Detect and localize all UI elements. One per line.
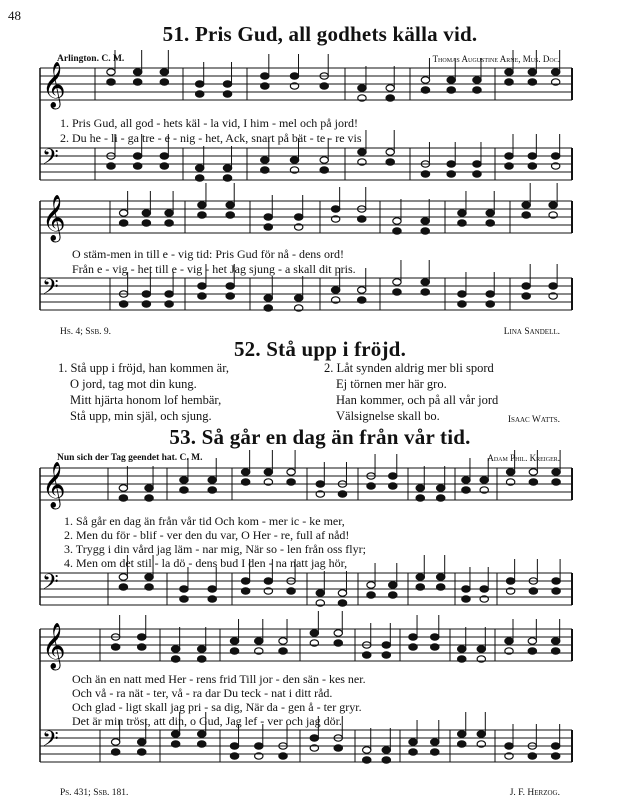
note-head xyxy=(431,644,439,650)
note-head xyxy=(160,153,168,159)
note-head xyxy=(436,584,444,590)
note-head xyxy=(145,574,153,580)
note-head xyxy=(165,291,173,297)
note-head xyxy=(382,757,390,763)
note-head xyxy=(119,495,127,501)
note-head xyxy=(367,592,375,598)
note-head xyxy=(447,77,455,83)
note-head xyxy=(142,220,150,226)
note-head xyxy=(393,228,401,234)
note-head xyxy=(462,477,470,483)
note-head xyxy=(142,210,150,216)
treble-clef-icon: 𝄞 xyxy=(42,623,66,669)
note-head xyxy=(505,163,513,169)
note-head xyxy=(431,749,439,755)
note-head xyxy=(480,586,488,592)
note-head xyxy=(226,283,234,289)
note-head xyxy=(230,743,238,749)
verse-line: Mitt hjärta honom lof hembär, xyxy=(70,393,222,407)
note-head xyxy=(264,214,272,220)
note-head xyxy=(226,212,234,218)
note-head xyxy=(230,753,238,759)
note-head xyxy=(363,747,371,753)
note-head xyxy=(111,644,119,650)
hymn-53-author: J. F. Herzog. xyxy=(509,788,560,798)
hymn-53-tune: Nun sich der Tag geendet hat. C. M. xyxy=(57,453,203,463)
note-head xyxy=(264,578,272,584)
treble-clef-icon: 𝄞 xyxy=(42,62,66,108)
note-head xyxy=(447,171,455,177)
note-head xyxy=(195,81,203,87)
note-head xyxy=(473,77,481,83)
note-head xyxy=(551,743,559,749)
note-head xyxy=(208,596,216,602)
hymn-52-author: Isaac Watts. xyxy=(507,415,560,425)
note-head xyxy=(180,596,188,602)
note-head xyxy=(145,485,153,491)
note-head xyxy=(367,483,375,489)
note-head xyxy=(409,644,417,650)
note-head xyxy=(310,630,318,636)
note-head xyxy=(241,469,249,475)
note-head xyxy=(230,648,238,654)
note-head xyxy=(171,656,179,662)
note-head xyxy=(389,582,397,588)
note-head xyxy=(138,634,146,640)
note-head xyxy=(261,73,269,79)
note-head xyxy=(486,210,494,216)
note-head xyxy=(195,91,203,97)
note-head xyxy=(119,220,127,226)
note-head xyxy=(334,640,342,646)
note-head xyxy=(138,749,146,755)
bass-clef-icon: 𝄢 xyxy=(42,275,59,305)
note-head xyxy=(505,69,513,75)
note-head xyxy=(338,590,346,596)
note-head xyxy=(486,291,494,297)
note-head xyxy=(386,95,394,101)
note-head xyxy=(552,588,560,594)
bass-clef-icon: 𝄢 xyxy=(42,145,59,175)
note-head xyxy=(331,287,339,293)
note-head xyxy=(198,646,206,652)
note-head xyxy=(138,739,146,745)
note-head xyxy=(133,153,141,159)
note-head xyxy=(522,283,530,289)
note-head xyxy=(320,167,328,173)
note-head xyxy=(477,646,485,652)
note-head xyxy=(447,87,455,93)
note-head xyxy=(316,590,324,596)
note-head xyxy=(462,596,470,602)
note-head xyxy=(142,301,150,307)
note-head xyxy=(226,202,234,208)
note-head xyxy=(458,741,466,747)
hymn-51-ref: Hs. 4; Ssb. 9. xyxy=(60,327,111,337)
note-head xyxy=(358,287,366,293)
note-head xyxy=(393,279,401,285)
note-head xyxy=(241,578,249,584)
note-head xyxy=(226,293,234,299)
note-head xyxy=(529,479,537,485)
page-number: 48 xyxy=(8,8,21,23)
note-head xyxy=(107,163,115,169)
hymn-51-author: Lina Sandell. xyxy=(503,327,560,337)
note-head xyxy=(165,220,173,226)
note-head xyxy=(320,157,328,163)
treble-clef-icon: 𝄞 xyxy=(42,462,66,508)
note-head xyxy=(119,584,127,590)
note-head xyxy=(107,69,115,75)
note-head xyxy=(133,163,141,169)
note-head xyxy=(505,79,513,85)
note-head xyxy=(145,584,153,590)
note-head xyxy=(119,301,127,307)
note-head xyxy=(358,216,366,222)
bass-clef-icon: 𝄢 xyxy=(42,570,59,600)
note-head xyxy=(528,163,536,169)
note-head xyxy=(528,153,536,159)
note-head xyxy=(436,495,444,501)
note-head xyxy=(145,495,153,501)
note-head xyxy=(279,753,287,759)
note-head xyxy=(208,477,216,483)
note-head xyxy=(358,85,366,91)
note-head xyxy=(264,305,272,311)
note-head xyxy=(551,69,559,75)
hymn-51-title: 51. Pris Gud, all godhets källa vid. xyxy=(162,22,478,46)
note-head xyxy=(458,220,466,226)
note-head xyxy=(505,153,513,159)
hymn-51-line-1: 1. Pris Gud, all god - hets käl - la vid, I him - mel och på jord! xyxy=(60,116,358,130)
note-head xyxy=(334,630,342,636)
note-head xyxy=(505,743,513,749)
hymn-53-line-4: 4. Men om det stil - la dö - dens bud I den - na natt jag hör, xyxy=(64,556,348,570)
note-head xyxy=(462,586,470,592)
note-head xyxy=(462,487,470,493)
note-head xyxy=(389,483,397,489)
note-head xyxy=(389,473,397,479)
note-head xyxy=(331,206,339,212)
verse-line: Han kommer, och på all vår jord xyxy=(336,393,499,407)
note-head xyxy=(528,648,536,654)
hymn-53-ref: Ps. 431; Ssb. 181. xyxy=(60,788,129,798)
hymn-51-line-2: 2. Du he - li - ga tre - e - nig - het, Ack, snart på bät - te - re vis xyxy=(60,131,362,145)
note-head xyxy=(198,731,206,737)
note-head xyxy=(421,228,429,234)
note-head xyxy=(528,753,536,759)
note-head xyxy=(310,735,318,741)
note-head xyxy=(386,85,394,91)
note-head xyxy=(529,469,537,475)
note-head xyxy=(241,479,249,485)
note-head xyxy=(421,77,429,83)
hymn-53-line-7: Och glad - ligt skall jag pri - sa dig, När da - gen å - ter gryr. xyxy=(72,700,362,714)
note-head xyxy=(223,91,231,97)
note-head xyxy=(458,301,466,307)
verse-line: Stå upp, min själ, och sjung. xyxy=(70,409,212,423)
note-head xyxy=(195,165,203,171)
note-head xyxy=(393,218,401,224)
note-head xyxy=(261,83,269,89)
note-head xyxy=(160,79,168,85)
note-head xyxy=(294,295,302,301)
note-head xyxy=(382,652,390,658)
note-head xyxy=(549,202,557,208)
note-head xyxy=(111,749,119,755)
note-head xyxy=(294,214,302,220)
hymn-53-line-1: 1. Så går en dag än från vår tid Och kom - mer ic - ke mer, xyxy=(64,514,345,528)
hymn-51-composer: Thomas Augustine Arne, Mus. Doc. xyxy=(432,54,560,64)
hymn-53-line-2: 2. Men du för - blif - ver den du var, O Her - re, full af nåd! xyxy=(64,528,350,542)
note-head xyxy=(416,584,424,590)
note-head xyxy=(458,731,466,737)
note-head xyxy=(416,485,424,491)
note-head xyxy=(551,638,559,644)
note-head xyxy=(223,175,231,181)
note-head xyxy=(473,87,481,93)
note-head xyxy=(552,578,560,584)
note-head xyxy=(551,153,559,159)
note-head xyxy=(363,652,371,658)
note-head xyxy=(320,83,328,89)
note-head xyxy=(431,634,439,640)
note-head xyxy=(255,743,263,749)
note-head xyxy=(458,646,466,652)
note-head xyxy=(223,81,231,87)
hymn-53-composer: Adam Phil. Kreiger. xyxy=(487,453,560,463)
note-head xyxy=(421,171,429,177)
note-head xyxy=(552,469,560,475)
hymn-52-title: 52. Stå upp i fröjd. xyxy=(233,337,407,361)
hymn-53-title: 53. Så går en dag än från vår tid. xyxy=(169,425,471,449)
note-head xyxy=(522,293,530,299)
note-head xyxy=(198,656,206,662)
note-head xyxy=(486,301,494,307)
note-head xyxy=(528,638,536,644)
note-head xyxy=(506,578,514,584)
note-head xyxy=(198,283,206,289)
note-head xyxy=(241,588,249,594)
note-head xyxy=(458,656,466,662)
note-head xyxy=(287,479,295,485)
note-head xyxy=(287,469,295,475)
note-head xyxy=(119,485,127,491)
note-head xyxy=(447,161,455,167)
note-head xyxy=(198,212,206,218)
note-head xyxy=(363,757,371,763)
note-head xyxy=(279,648,287,654)
note-head xyxy=(261,157,269,163)
note-head xyxy=(528,79,536,85)
verse-line: Ej törnen mer här gro. xyxy=(336,377,447,391)
note-head xyxy=(416,574,424,580)
note-head xyxy=(386,159,394,165)
hymn-52-verse-1 xyxy=(58,360,229,424)
note-head xyxy=(416,495,424,501)
note-head xyxy=(358,149,366,155)
note-head xyxy=(119,210,127,216)
note-head xyxy=(431,739,439,745)
note-head xyxy=(180,487,188,493)
note-head xyxy=(208,487,216,493)
note-head xyxy=(409,749,417,755)
note-head xyxy=(180,586,188,592)
note-head xyxy=(528,69,536,75)
treble-clef-icon: 𝄞 xyxy=(42,195,66,241)
note-head xyxy=(480,477,488,483)
note-head xyxy=(138,644,146,650)
note-head xyxy=(287,588,295,594)
note-head xyxy=(505,638,513,644)
note-head xyxy=(171,741,179,747)
hymn-53-line-5: Och än en natt med Her - rens frid Till jor - den sän - kes ner. xyxy=(72,672,366,686)
note-head xyxy=(486,220,494,226)
note-head xyxy=(473,161,481,167)
note-head xyxy=(436,485,444,491)
note-head xyxy=(160,163,168,169)
verse-line: 1. Stå upp i fröjd, han kommen är, xyxy=(58,361,229,375)
note-head xyxy=(171,731,179,737)
note-head xyxy=(409,634,417,640)
note-head xyxy=(195,175,203,181)
note-head xyxy=(230,638,238,644)
note-head xyxy=(264,224,272,230)
hymn-53-line-8: Det är min tröst, att din, o Gud, Jag lef - ver och jag dör. xyxy=(72,714,342,728)
note-head xyxy=(477,731,485,737)
note-head xyxy=(522,202,530,208)
note-head xyxy=(264,295,272,301)
hymn-53-line-6: Och vå - ra nät - ter, vå - ra dar Du teck - nat i ditt råd. xyxy=(72,686,333,700)
note-head xyxy=(180,477,188,483)
note-head xyxy=(386,149,394,155)
note-head xyxy=(473,171,481,177)
note-head xyxy=(551,753,559,759)
verse-line: Välsignelse skall bo. xyxy=(336,409,440,423)
note-head xyxy=(133,69,141,75)
note-head xyxy=(522,212,530,218)
note-head xyxy=(198,293,206,299)
note-head xyxy=(552,479,560,485)
note-head xyxy=(208,586,216,592)
note-head xyxy=(358,297,366,303)
note-head xyxy=(279,638,287,644)
hymn-51-line-3: O stäm-men in till e - vig tid: Pris Gud för nå - dens ord! xyxy=(72,247,344,261)
note-head xyxy=(421,279,429,285)
note-head xyxy=(389,592,397,598)
note-head xyxy=(290,73,298,79)
note-head xyxy=(165,301,173,307)
note-head xyxy=(458,291,466,297)
note-head xyxy=(165,210,173,216)
note-head xyxy=(198,202,206,208)
note-head xyxy=(409,739,417,745)
note-head xyxy=(290,157,298,163)
note-head xyxy=(223,165,231,171)
note-head xyxy=(119,574,127,580)
hymn-52-verse-2 xyxy=(324,360,498,424)
hymn-51-tune: Arlington. C. M. xyxy=(57,54,125,64)
note-head xyxy=(458,210,466,216)
note-head xyxy=(382,747,390,753)
note-head xyxy=(551,648,559,654)
note-head xyxy=(338,491,346,497)
note-head xyxy=(334,745,342,751)
note-head xyxy=(198,741,206,747)
note-head xyxy=(160,69,168,75)
note-head xyxy=(529,588,537,594)
note-head xyxy=(338,600,346,606)
note-head xyxy=(316,481,324,487)
verse-line: 2. Låt synden aldrig mer bli spord xyxy=(324,361,494,375)
note-head xyxy=(506,469,514,475)
note-head xyxy=(255,638,263,644)
bass-clef-icon: 𝄢 xyxy=(42,727,59,757)
note-head xyxy=(421,87,429,93)
hymn-51-line-4: Från e - vig - het till e - vig - het Jag sjung - a skall dit pris. xyxy=(72,262,356,276)
note-head xyxy=(264,469,272,475)
note-head xyxy=(549,283,557,289)
note-head xyxy=(421,218,429,224)
note-head xyxy=(261,167,269,173)
note-head xyxy=(367,582,375,588)
note-head xyxy=(133,79,141,85)
note-head xyxy=(421,289,429,295)
note-head xyxy=(171,646,179,652)
note-head xyxy=(142,291,150,297)
note-head xyxy=(393,289,401,295)
note-head xyxy=(111,739,119,745)
hymn-53-line-3: 3. Trygg i din vård jag läm - nar mig, När so - len från oss flyr; xyxy=(64,542,366,556)
verse-line: O jord, tag mot din kung. xyxy=(70,377,197,391)
note-head xyxy=(382,642,390,648)
note-head xyxy=(107,79,115,85)
note-head xyxy=(436,574,444,580)
